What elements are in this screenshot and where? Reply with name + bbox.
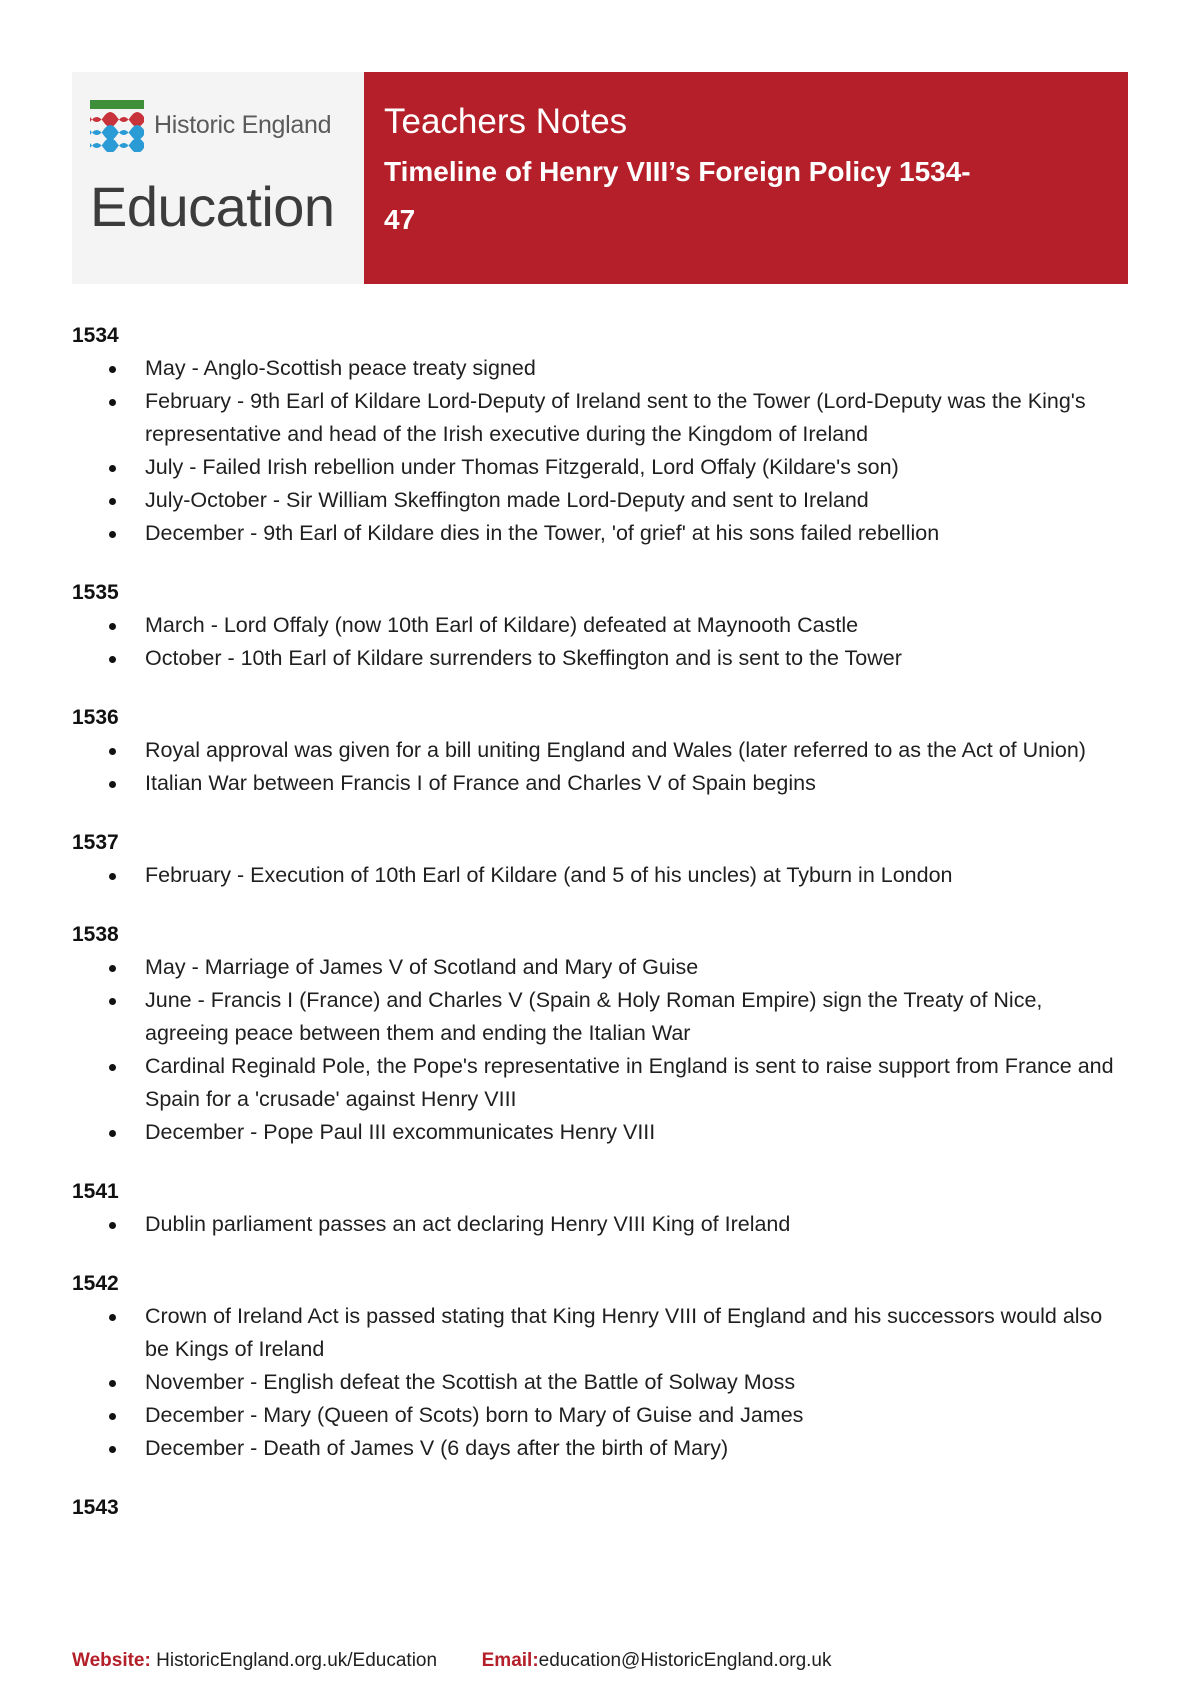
- division-name: Education: [90, 175, 335, 238]
- year-heading: 1536: [72, 706, 119, 729]
- event-text: March - Lord Offaly (now 10th Earl of Kildare) defeated at Maynooth Castle: [145, 613, 859, 637]
- event-text: December - 9th Earl of Kildare dies in the Tower, 'of grief' at his sons failed rebellion: [145, 521, 940, 545]
- logo-panel: [72, 72, 364, 284]
- event-text: May - Marriage of James V of Scotland and Mary of Guise: [145, 955, 699, 979]
- event-text: June - Francis I (France) and Charles V (Spain & Holy Roman Empire) sign the Treaty of Nice, agreeing peace between them and ending the Italian War: [145, 988, 1043, 1045]
- title-panel: [364, 72, 1128, 284]
- event-list: [72, 352, 1128, 550]
- event-item: [72, 609, 1128, 642]
- bullet-icon: [109, 531, 116, 538]
- event-text: July - Failed Irish rebellion under Thomas Fitzgerald, Lord Offaly (Kildare's son): [145, 455, 899, 479]
- event-text: Cardinal Reginald Pole, the Pope's representative in England is sent to raise support from France and Spain for a 'crusade' against Henry VIII: [145, 1054, 1114, 1111]
- year-heading: 1543: [72, 1496, 119, 1519]
- event-item: [72, 1300, 1128, 1366]
- event-list: [72, 734, 1128, 800]
- event-item: [72, 859, 1128, 892]
- year-heading: 1541: [72, 1180, 119, 1203]
- year-block: [72, 1268, 1128, 1465]
- website-label: Website:: [72, 1650, 151, 1671]
- year-block: [72, 1492, 1128, 1524]
- email-label: Email:: [481, 1650, 539, 1671]
- timeline: [72, 320, 1128, 1551]
- event-item: [72, 984, 1128, 1050]
- event-item: [72, 642, 1128, 675]
- event-item: [72, 1399, 1128, 1432]
- bullet-icon: [109, 399, 116, 406]
- bullet-icon: [109, 1380, 116, 1387]
- bullet-icon: [109, 1314, 116, 1321]
- event-text: February - Execution of 10th Earl of Kildare (and 5 of his uncles) at Tyburn in London: [145, 863, 953, 887]
- event-text: Italian War between Francis I of France and Charles V of Spain begins: [145, 771, 816, 795]
- event-item: [72, 517, 1128, 550]
- page-title: Teachers Notes: [384, 102, 628, 141]
- event-list: [72, 951, 1128, 1149]
- historic-england-logo-icon: [90, 100, 144, 152]
- year-block: [72, 1176, 1128, 1241]
- bullet-icon: [109, 1446, 116, 1453]
- bullet-icon: [109, 366, 116, 373]
- bullet-icon: [109, 1222, 116, 1229]
- email-link[interactable]: education@HistoricEngland.org.uk: [538, 1650, 832, 1671]
- event-item: [72, 734, 1128, 767]
- subtitle-line-1: Timeline of Henry VIII’s Foreign Policy 1534-: [384, 156, 971, 187]
- year-heading: 1538: [72, 923, 119, 946]
- subtitle-line-2: 47: [384, 204, 416, 235]
- footer: [72, 1650, 832, 1672]
- event-item: [72, 1116, 1128, 1149]
- event-item: [72, 1208, 1128, 1241]
- event-item: [72, 352, 1128, 385]
- document-header: [72, 72, 1128, 284]
- year-block: [72, 320, 1128, 550]
- bullet-icon: [109, 873, 116, 880]
- event-text: December - Mary (Queen of Scots) born to Mary of Guise and James: [145, 1403, 804, 1427]
- event-item: [72, 767, 1128, 800]
- event-item: [72, 385, 1128, 451]
- event-item: [72, 484, 1128, 517]
- year-heading: 1534: [72, 324, 119, 347]
- event-text: October - 10th Earl of Kildare surrenders to Skeffington and is sent to the Tower: [145, 646, 902, 670]
- bullet-icon: [109, 623, 116, 630]
- year-block: [72, 577, 1128, 675]
- website-link[interactable]: HistoricEngland.org.uk/Education: [156, 1650, 438, 1671]
- event-text: Royal approval was given for a bill uniting England and Wales (later referred to as the Act of Union): [145, 738, 1086, 762]
- event-item: [72, 951, 1128, 984]
- year-heading: 1542: [72, 1272, 119, 1295]
- org-name: Historic England: [154, 111, 332, 139]
- year-heading: 1537: [72, 831, 119, 854]
- event-text: December - Pope Paul III excommunicates Henry VIII: [145, 1120, 656, 1144]
- event-list: [72, 1300, 1128, 1465]
- bullet-icon: [109, 1413, 116, 1420]
- year-block: [72, 919, 1128, 1149]
- event-text: May - Anglo-Scottish peace treaty signed: [145, 356, 536, 380]
- event-list: [72, 859, 1128, 892]
- year-heading: 1535: [72, 581, 119, 604]
- event-text: February - 9th Earl of Kildare Lord-Deputy of Ireland sent to the Tower (Lord-Deputy was the King's representative and head of the Irish executive during the Kingdom of Ireland: [145, 389, 1086, 446]
- event-item: [72, 1050, 1128, 1116]
- page-subtitle: [384, 148, 1108, 244]
- event-list: [72, 609, 1128, 675]
- year-block: [72, 827, 1128, 892]
- event-list: [72, 1208, 1128, 1241]
- event-text: December - Death of James V (6 days after the birth of Mary): [145, 1436, 729, 1460]
- year-block: [72, 702, 1128, 800]
- event-text: July-October - Sir William Skeffington made Lord-Deputy and sent to Ireland: [145, 488, 869, 512]
- bullet-icon: [109, 1064, 116, 1071]
- event-item: [72, 451, 1128, 484]
- bullet-icon: [109, 465, 116, 472]
- bullet-icon: [109, 965, 116, 972]
- bullet-icon: [109, 748, 116, 755]
- bullet-icon: [109, 998, 116, 1005]
- event-text: November - English defeat the Scottish at the Battle of Solway Moss: [145, 1370, 796, 1394]
- event-item: [72, 1366, 1128, 1399]
- event-text: Dublin parliament passes an act declaring Henry VIII King of Ireland: [145, 1212, 791, 1236]
- event-text: Crown of Ireland Act is passed stating that King Henry VIII of England and his successors would also be Kings of Ireland: [145, 1304, 1103, 1361]
- bullet-icon: [109, 1130, 116, 1137]
- event-item: [72, 1432, 1128, 1465]
- bullet-icon: [109, 656, 116, 663]
- bullet-icon: [109, 498, 116, 505]
- bullet-icon: [109, 781, 116, 788]
